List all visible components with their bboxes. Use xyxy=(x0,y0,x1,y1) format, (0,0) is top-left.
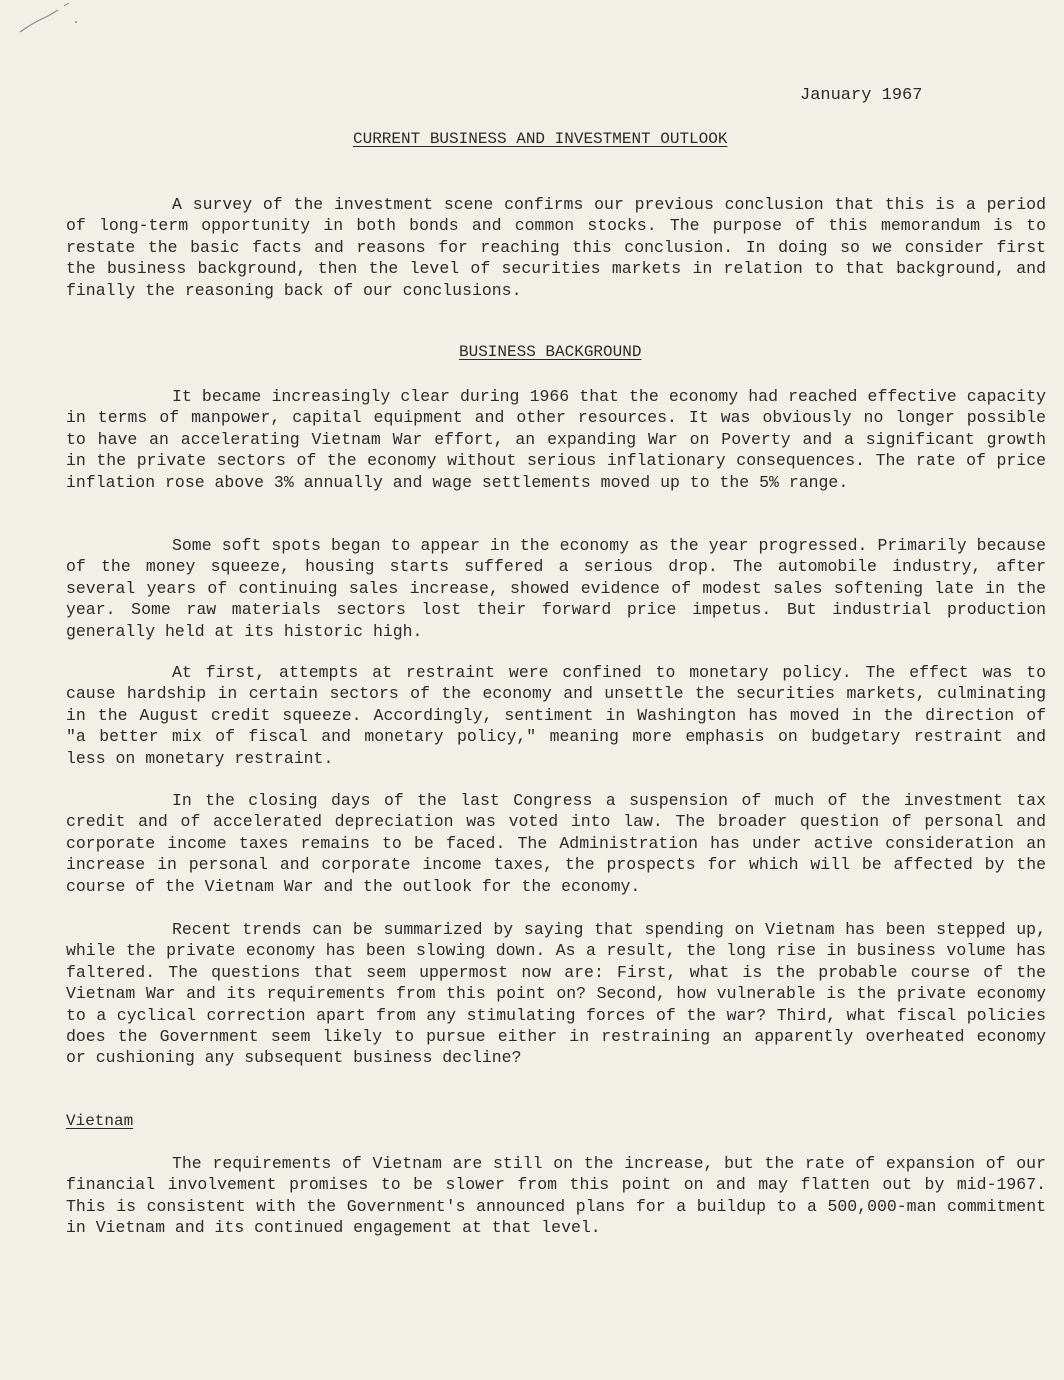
document-date: January 1967 xyxy=(800,86,923,105)
vietnam-heading: Vietnam xyxy=(66,1112,134,1130)
business-background-heading: BUSINESS BACKGROUND xyxy=(459,343,642,361)
pencil-mark-icon xyxy=(14,2,84,38)
business-paragraph-2: Some soft spots began to appear in the economy as the year progressed. Primarily because of the money squeeze, housing starts suffered a serious drop. The automobile industry, after several years of continuing sales increase, showed evidence of modest sales softening late in the year. Some raw materials sectors lost their forward price impetus. But industrial production generally held at its historic high. xyxy=(66,536,1046,641)
business-paragraph-5: Recent trends can be summarized by saying that spending on Vietnam has been stepped up, while the private economy has been slowing down. As a result, the long rise in business volume has faltered. The questions that seem uppermost now are: First, what is the probable course of the Vietnam War and its requirements from this point on? Second, how vulnerable is the private economy to a cyclical correction apart from any stimulating forces of the war? Third, what fiscal policies does the Government seem likely to pursue either in restraining an apparently overheated economy or cushioning any subsequent business decline? xyxy=(66,920,1046,1068)
business-paragraph-1: It became increasingly clear during 1966 that the economy had reached effective capacity in terms of manpower, capital equipment and other resources. It was obviously no longer possible to have an accelerating Vietnam War effort, an expanding War on Poverty and a significant growth in the private sectors of the economy without serious inflationary consequences. The rate of price inflation rose above 3% annually and wage settlements moved up to the 5% range. xyxy=(66,387,1046,492)
intro-paragraph: A survey of the investment scene confirms our previous conclusion that this is a period of long-term opportunity in both bonds and common stocks. The purpose of this memorandum is to restate the basic facts and reasons for reaching this conclusion. In doing so we consider first the business background, then the level of securities markets in relation to that background, and finally the reasoning back of our conclusions. xyxy=(66,195,1046,300)
business-paragraph-3: At first, attempts at restraint were confined to monetary policy. The effect was to cause hardship in certain sectors of the economy and unsettle the securities markets, culminating in the August credit squeeze. Accordingly, sentiment in Washington has moved in the direction of "a better mix of fiscal and monetary policy," meaning more emphasis on budgetary restraint and less on monetary restraint. xyxy=(66,663,1046,768)
vietnam-paragraph: The requirements of Vietnam are still on the increase, but the rate of expansion of our financial involvement promises to be slower from this point on and may flatten out by mid-1967. This is consistent with the Government's announced plans for a buildup to a 500,000-man commitment in Vietnam and its continued engagement at that level. xyxy=(66,1154,1046,1238)
business-paragraph-4: In the closing days of the last Congress a suspension of much of the investment tax credit and of accelerated depreciation was voted into law. The broader question of personal and corporate income taxes remains to be faced. The Administration has under active consideration an increase in personal and corporate income taxes, the prospects for which will be affected by the course of the Vietnam War and the outlook for the economy. xyxy=(66,791,1046,896)
document-title: CURRENT BUSINESS AND INVESTMENT OUTLOOK xyxy=(353,130,728,148)
